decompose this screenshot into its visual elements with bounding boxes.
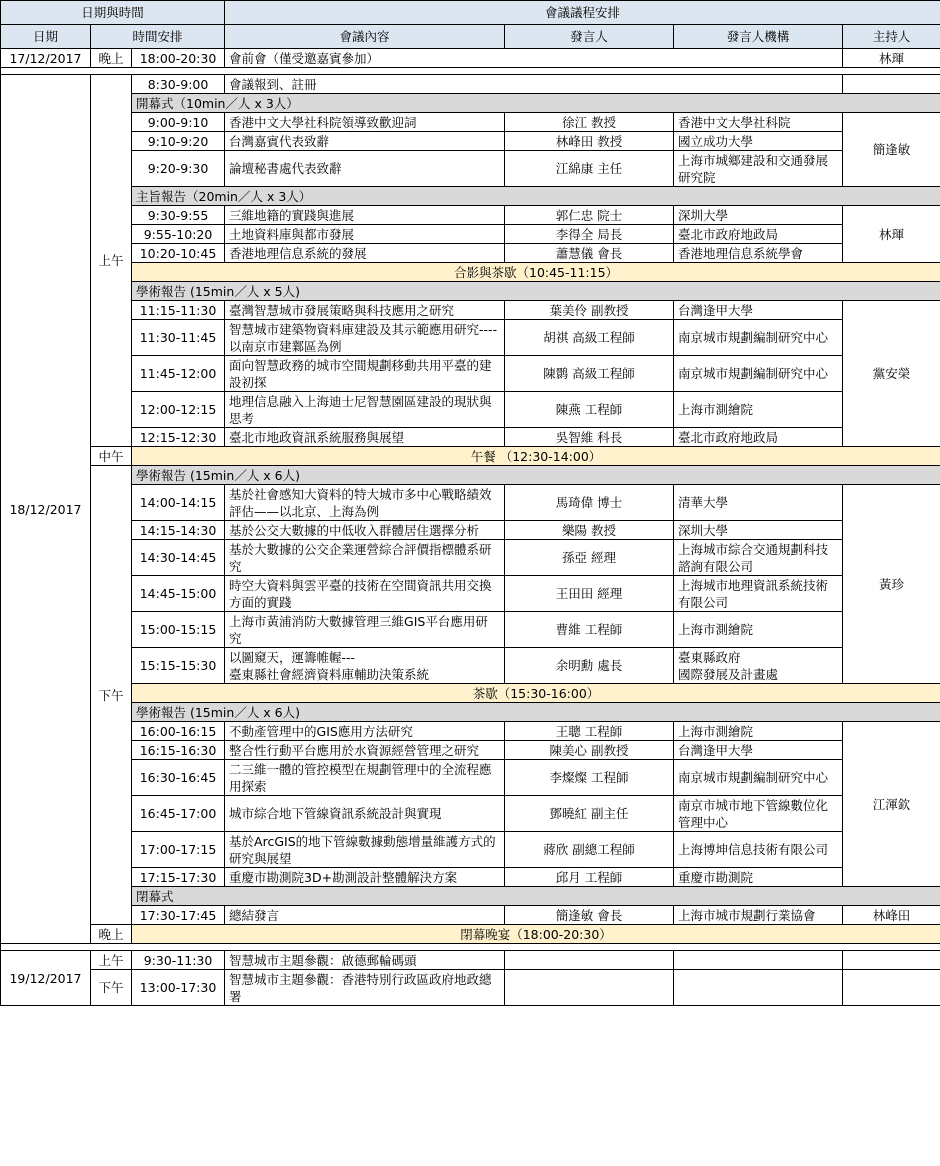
- session-time: 11:30-11:45: [132, 320, 225, 356]
- session-org: 上海博坤信息技術有限公司: [674, 832, 843, 868]
- session-row: [1, 760, 940, 796]
- session-row: [1, 428, 940, 447]
- academic1-host: 黨安榮: [843, 301, 940, 447]
- session-org: 臺東縣政府 國際發展及計畫處: [674, 648, 843, 684]
- session-row: [1, 521, 940, 540]
- session-org: 上海市測繪院: [674, 722, 843, 741]
- period-afternoon: 下午: [91, 466, 132, 925]
- session-speaker: 陳燕 工程師: [505, 392, 674, 428]
- day3-body: [1, 951, 940, 1006]
- tea-break-banner: 茶歇（15:30-16:00）: [132, 684, 940, 703]
- session-content: 香港地理信息系統的發展: [225, 244, 505, 263]
- session-speaker: 胡祺 高級工程師: [505, 320, 674, 356]
- session-speaker: 邱月 工程師: [505, 868, 674, 887]
- session-time: 13:00-17:30: [132, 970, 225, 1006]
- header-row: [1, 25, 940, 49]
- org-empty: [674, 951, 843, 970]
- academic3-host: 江渾欽: [843, 722, 940, 887]
- session-row: [1, 906, 940, 925]
- session-org: 南京城市規劃編制研究中心: [674, 356, 843, 392]
- org-empty: [674, 970, 843, 1006]
- session-time: 8:30-9:00: [132, 75, 225, 94]
- session-content: 城市綜合地下管線資訊系統設計與實現: [225, 796, 505, 832]
- session-content: 時空大資料與雲平臺的技術在空間資訊共用交換方面的實踐: [225, 576, 505, 612]
- session-time: 9:55-10:20: [132, 225, 225, 244]
- session-content: 整合性行動平台應用於水資源經營管理之研究: [225, 741, 505, 760]
- session-speaker: 陳美心 副教授: [505, 741, 674, 760]
- session-time: 17:30-17:45: [132, 906, 225, 925]
- session-speaker: 徐江 教授: [505, 113, 674, 132]
- opening-section-title: 開幕式（10min／人 x 3人）: [132, 94, 940, 113]
- day-gap: [1, 68, 940, 75]
- session-org: 深圳大學: [674, 206, 843, 225]
- session-content: 智慧城市主題參觀：香港特別行政區政府地政總署: [225, 970, 505, 1006]
- session-row: [1, 868, 940, 887]
- period-noon: 中午: [91, 447, 132, 466]
- session-row: [1, 576, 940, 612]
- session-content: 不動產管理中的GIS應用方法研究: [225, 722, 505, 741]
- session-row: [1, 151, 940, 187]
- session-content: 香港中文大學社科院領導致歡迎詞: [225, 113, 505, 132]
- keynote-section-title: 主旨報告（20min／人 x 3人）: [132, 187, 940, 206]
- header-speaker: 發言人: [505, 25, 674, 49]
- session-period: 下午: [91, 970, 132, 1006]
- session-org: 上海市城市規劃行業協會: [674, 906, 843, 925]
- session-row: [1, 301, 940, 320]
- session-time: 15:15-15:30: [132, 648, 225, 684]
- academic1-section-title: 學術報告 (15min／人 x 5人): [132, 282, 940, 301]
- session-speaker: 馬琦偉 博士: [505, 485, 674, 521]
- day2-body: [1, 75, 940, 944]
- session-org: 臺北市政府地政局: [674, 225, 843, 244]
- header-agenda: 會議議程安排: [225, 1, 940, 25]
- session-row: [1, 206, 940, 225]
- session-org: 香港地理信息系統學會: [674, 244, 843, 263]
- session-content: 面向智慧政務的城市空間規劃移動共用平臺的建設初探: [225, 356, 505, 392]
- day2-date: 18/12/2017: [1, 75, 91, 944]
- lunch-banner: 午餐 （12:30-14:00）: [132, 447, 940, 466]
- opening-title-row: [1, 94, 940, 113]
- academic2-section-title: 學術報告 (15min／人 x 6人): [132, 466, 940, 485]
- host-empty: [843, 951, 940, 970]
- session-speaker: 林峰田 教授: [505, 132, 674, 151]
- session-content: 基於ArcGIS的地下管線數據動態增量維護方式的研究與展望: [225, 832, 505, 868]
- session-content: 基於大數據的公交企業運營綜合評價指標體系研究: [225, 540, 505, 576]
- session-content: 基於社會感知大資料的特大城市多中心戰略績效評估——以北京、上海為例: [225, 485, 505, 521]
- session-row: [1, 796, 940, 832]
- session-speaker: 李得全 局長: [505, 225, 674, 244]
- day1-host: 林琿: [843, 49, 940, 68]
- session-content: 論壇秘書處代表致辭: [225, 151, 505, 187]
- session-speaker: 鄧曉紅 副主任: [505, 796, 674, 832]
- session-speaker: 王聰 工程師: [505, 722, 674, 741]
- day3-row: [1, 951, 940, 970]
- session-org: 國立成功大學: [674, 132, 843, 151]
- session-org: 南京市城市地下管線數位化管理中心: [674, 796, 843, 832]
- dinner-banner: 閉幕晚宴（18:00-20:30）: [132, 925, 940, 944]
- header-time: 時間安排: [91, 25, 225, 49]
- day1-content: 會前會（僅受邀嘉賓參加）: [225, 49, 843, 68]
- session-content: 智慧城市建築物資料庫建設及其示範應用研究----以南京市建鄴區為例: [225, 320, 505, 356]
- opening-host: 簡逢敏: [843, 113, 940, 187]
- session-org: 香港中文大學社科院: [674, 113, 843, 132]
- session-org: 台灣逢甲大學: [674, 741, 843, 760]
- session-row: [1, 225, 940, 244]
- session-row: [1, 320, 940, 356]
- registration-row: [1, 75, 940, 94]
- session-time: 14:00-14:15: [132, 485, 225, 521]
- session-content: 地理信息融入上海迪士尼智慧園區建設的現狀與思考: [225, 392, 505, 428]
- host-empty: [843, 75, 940, 94]
- session-org: 重慶市勘測院: [674, 868, 843, 887]
- session-time: 14:30-14:45: [132, 540, 225, 576]
- lunch-banner-row: [1, 447, 940, 466]
- session-time: 9:00-9:10: [132, 113, 225, 132]
- session-row: [1, 356, 940, 392]
- day1-date: 17/12/2017: [1, 49, 91, 68]
- session-time: 11:45-12:00: [132, 356, 225, 392]
- session-org: 上海市測繪院: [674, 392, 843, 428]
- dinner-banner-row: [1, 925, 940, 944]
- session-content: 台灣嘉賓代表致辭: [225, 132, 505, 151]
- period-evening: 晚上: [91, 925, 132, 944]
- session-speaker: 陳鹮 高級工程師: [505, 356, 674, 392]
- session-row: [1, 244, 940, 263]
- session-period: 上午: [91, 951, 132, 970]
- period-morning: 上午: [91, 75, 132, 447]
- speaker-empty: [505, 970, 674, 1006]
- session-org: 上海市城鄉建設和交通發展研究院: [674, 151, 843, 187]
- session-speaker: 李燦燦 工程師: [505, 760, 674, 796]
- academic1-title-row: [1, 282, 940, 301]
- session-content: 三維地籍的實踐與進展: [225, 206, 505, 225]
- tea-break-banner: 合影與茶歇（10:45-11:15）: [132, 263, 940, 282]
- session-org: 清華大學: [674, 485, 843, 521]
- session-content: 二三維一體的管控模型在規劃管理中的全流程應用探索: [225, 760, 505, 796]
- session-content: 基於公交大數據的中低收入群體居住選擇分析: [225, 521, 505, 540]
- tea-break-banner-row: [1, 263, 940, 282]
- session-org: 上海市測繪院: [674, 612, 843, 648]
- session-time: 14:15-14:30: [132, 521, 225, 540]
- session-org: 臺北市政府地政局: [674, 428, 843, 447]
- session-row: [1, 485, 940, 521]
- session-speaker: 樂陽 教授: [505, 521, 674, 540]
- session-time: 9:20-9:30: [132, 151, 225, 187]
- session-row: [1, 612, 940, 648]
- session-row: [1, 392, 940, 428]
- session-time: 11:15-11:30: [132, 301, 225, 320]
- session-time: 12:00-12:15: [132, 392, 225, 428]
- session-speaker: 王田田 經理: [505, 576, 674, 612]
- tea-break-banner-row: [1, 684, 940, 703]
- session-content: 總結發言: [225, 906, 505, 925]
- closing-section-title: 閉幕式: [132, 887, 940, 906]
- academic3-title-row: [1, 703, 940, 722]
- session-content: 會議報到、註冊: [225, 75, 843, 94]
- session-speaker: 郭仁忠 院士: [505, 206, 674, 225]
- session-content: 臺灣智慧城市發展策略與科技應用之研究: [225, 301, 505, 320]
- academic2-host: 黃珍: [843, 485, 940, 684]
- header-org: 發言人機構: [674, 25, 843, 49]
- header-datetime: 日期與時間: [1, 1, 225, 25]
- session-org: 南京城市規劃編制研究中心: [674, 760, 843, 796]
- session-row: [1, 832, 940, 868]
- speaker-empty: [505, 951, 674, 970]
- closing-title-row: [1, 887, 940, 906]
- session-time: 9:30-9:55: [132, 206, 225, 225]
- session-time: 16:30-16:45: [132, 760, 225, 796]
- session-org: 台灣逢甲大學: [674, 301, 843, 320]
- closing-host: 林峰田: [843, 906, 940, 925]
- session-time: 10:20-10:45: [132, 244, 225, 263]
- session-row: [1, 722, 940, 741]
- session-row: [1, 741, 940, 760]
- session-speaker: 孫亞 經理: [505, 540, 674, 576]
- academic3-section-title: 學術報告 (15min／人 x 6人): [132, 703, 940, 722]
- header-date: 日期: [1, 25, 91, 49]
- day3-date: 19/12/2017: [1, 951, 91, 1006]
- header-content: 會議內容: [225, 25, 505, 49]
- host-empty: [843, 970, 940, 1006]
- session-time: 9:10-9:20: [132, 132, 225, 151]
- session-org: 深圳大學: [674, 521, 843, 540]
- header-host: 主持人: [843, 25, 940, 49]
- header-group-row: [1, 1, 940, 25]
- session-time: 16:45-17:00: [132, 796, 225, 832]
- day1-row: [1, 49, 940, 68]
- day1-period: 晚上: [91, 49, 132, 68]
- session-row: [1, 540, 940, 576]
- session-content: 土地資料庫與都市發展: [225, 225, 505, 244]
- session-time: 9:30-11:30: [132, 951, 225, 970]
- session-time: 17:15-17:30: [132, 868, 225, 887]
- session-time: 16:15-16:30: [132, 741, 225, 760]
- keynote-title-row: [1, 187, 940, 206]
- session-row: [1, 648, 940, 684]
- session-speaker: 曹維 工程師: [505, 612, 674, 648]
- session-content: 上海市黃浦消防大數據管理三維GIS平台應用研究: [225, 612, 505, 648]
- day1-time: 18:00-20:30: [132, 49, 225, 68]
- session-speaker: 吳智維 科長: [505, 428, 674, 447]
- session-content: 臺北市地政資訊系統服務與展望: [225, 428, 505, 447]
- session-time: 15:00-15:15: [132, 612, 225, 648]
- day-gap: [1, 944, 940, 951]
- session-content: 重慶市勘測院3D+勘測設計整體解決方案: [225, 868, 505, 887]
- session-content: 以圖窺天，運籌帷幄--- 臺東縣社會經濟資料庫輔助決策系統: [225, 648, 505, 684]
- session-time: 17:00-17:15: [132, 832, 225, 868]
- session-org: 上海城市地理資訊系統技術有限公司: [674, 576, 843, 612]
- session-speaker: 簡逢敏 會長: [505, 906, 674, 925]
- academic2-title-row: [1, 466, 940, 485]
- keynote-host: 林琿: [843, 206, 940, 263]
- session-speaker: 江綿康 主任: [505, 151, 674, 187]
- session-speaker: 葉美伶 副教授: [505, 301, 674, 320]
- session-time: 16:00-16:15: [132, 722, 225, 741]
- day3-row: [1, 970, 940, 1006]
- session-content: 智慧城市主題參觀：啟德郵輪碼頭: [225, 951, 505, 970]
- session-speaker: 蔣欣 副總工程師: [505, 832, 674, 868]
- session-row: [1, 113, 940, 132]
- session-org: 上海城市綜合交通規劃科技諮詢有限公司: [674, 540, 843, 576]
- session-speaker: 余明勳 處長: [505, 648, 674, 684]
- session-time: 12:15-12:30: [132, 428, 225, 447]
- session-speaker: 蕭慧儀 會長: [505, 244, 674, 263]
- session-row: [1, 132, 940, 151]
- session-org: 南京城市規劃編制研究中心: [674, 320, 843, 356]
- session-time: 14:45-15:00: [132, 576, 225, 612]
